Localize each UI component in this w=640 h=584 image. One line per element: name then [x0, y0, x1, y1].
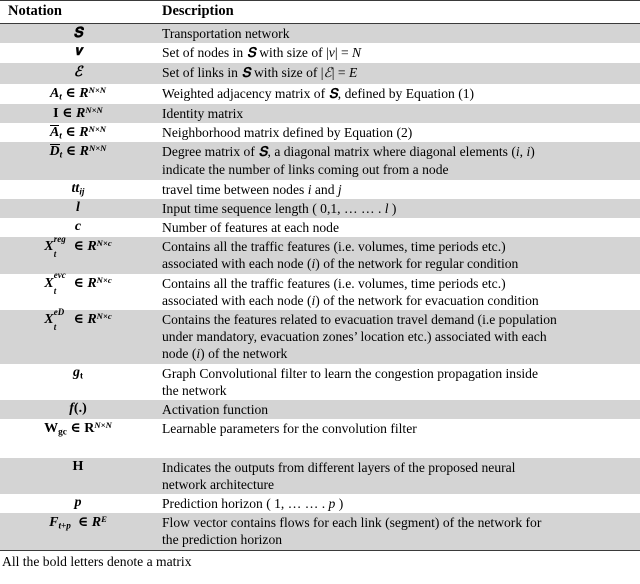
notation-cell: X eD t ∈ $R^{N\times c}$ — [0, 310, 156, 364]
notation-cell: 𝐯 — [0, 43, 156, 63]
description-line: Learnable parameters for the convolution filter — [162, 421, 417, 437]
table-row — [0, 513, 640, 549]
description-line: Contains the features related to evacuation travel demand (i.e population — [162, 312, 557, 328]
description-cell — [156, 274, 640, 310]
description-line: Prediction horizon ( 1, … … . p ) — [162, 496, 344, 512]
description-line: Input time sequence length ( 0,1, … … . l ) — [162, 200, 397, 216]
description-line: Activation function — [162, 402, 269, 418]
table-row — [0, 237, 640, 273]
notation-cell: H — [0, 458, 156, 494]
description-line: Set of links in 𝐒 with size of |ℰ| = E — [162, 65, 358, 82]
description-line: under mandatory, evacuation zones’ location etc.) associated with each — [162, 329, 547, 345]
table-row — [0, 494, 640, 513]
description-line: associated with each node (i) of the network for regular condition — [162, 256, 519, 272]
description-line: Number of features at each node — [162, 220, 340, 236]
description-line: Indicates the outputs from different layers of the proposed neural — [162, 459, 516, 475]
description-line: the network — [162, 382, 227, 398]
table-header — [0, 1, 640, 24]
description-line: Contains all the traffic features (i.e. volumes, time periods etc.) — [162, 275, 506, 291]
notation-cell: X reg t ∈ $R^{N\times c}$ — [0, 237, 156, 273]
table-row — [0, 142, 640, 179]
description-line: Weighted adjacency matrix of 𝐒, defined by Equation (1) — [162, 85, 475, 102]
table-row — [0, 24, 640, 44]
description-line: node (i) of the network — [162, 346, 288, 362]
notation-cell: $g_t$ — [0, 364, 156, 400]
table-row — [0, 364, 640, 400]
description-line: Transportation network — [162, 26, 290, 41]
description-line: Contains all the traffic features (i.e. volumes, time periods etc.) — [162, 239, 506, 255]
notation-cell: $F_{t+p}$ ∈ $R^E$ — [0, 513, 156, 549]
table-row — [0, 123, 640, 142]
table-row — [0, 43, 640, 63]
description-line: Set of nodes in 𝐒 with size of |v| = N — [162, 45, 362, 62]
description-cell — [156, 438, 640, 457]
description-cell — [156, 218, 640, 237]
description-cell — [156, 142, 640, 179]
description-cell — [156, 43, 640, 63]
description-cell — [156, 24, 640, 44]
description-cell — [156, 199, 640, 218]
description-line: Neighborhood matrix defined by Equation (2) — [162, 125, 413, 141]
description-cell — [156, 458, 640, 494]
table-row-spacer — [0, 438, 640, 457]
table-row — [0, 419, 640, 438]
description-cell — [156, 63, 640, 83]
notation-cell: $D_t$ ∈ $R^{N\times N}$ — [0, 142, 156, 179]
notation-cell: $tt_{ij}$ — [0, 180, 156, 199]
description-cell — [156, 84, 640, 104]
table-row — [0, 274, 640, 310]
notation-cell: X evc t ∈ $R^{N\times c}$ — [0, 274, 156, 310]
notation-cell: $A_t$ ∈ $R^{N\times N}$ — [0, 123, 156, 142]
notation-cell — [0, 438, 156, 457]
description-cell — [156, 180, 640, 199]
notation-cell: $W_{gc}$ ∈ $R^{N\times N}$ — [0, 419, 156, 438]
notation-cell: c — [0, 218, 156, 237]
description-cell — [156, 494, 640, 513]
table-row — [0, 310, 640, 364]
table-row — [0, 84, 640, 104]
column-header-notation: Notation — [0, 1, 156, 24]
description-cell — [156, 513, 640, 549]
table-row — [0, 458, 640, 494]
description-line: travel time between nodes i and j — [162, 181, 342, 197]
description-line: associated with each node (i) of the network for evacuation condition — [162, 292, 539, 308]
notation-cell: f(.) — [0, 400, 156, 419]
description-line: Flow vector contains flows for each link (segment) of the network for — [162, 515, 542, 531]
table-body — [0, 24, 640, 550]
table-footnote: All the bold letters denote a matrix — [0, 550, 640, 570]
description-line: Graph Convolutional filter to learn the congestion propagation inside — [162, 365, 539, 381]
table-header-row — [0, 1, 640, 24]
notation-cell: ℰ — [0, 63, 156, 83]
table-row — [0, 199, 640, 218]
description-cell — [156, 400, 640, 419]
table-row — [0, 400, 640, 419]
description-cell — [156, 310, 640, 364]
table-row — [0, 180, 640, 199]
description-line: Degree matrix of 𝐒, a diagonal matrix where diagonal elements (i, i) — [162, 144, 535, 161]
column-header-description: Description — [156, 1, 640, 24]
description-cell — [156, 237, 640, 273]
notation-cell: 𝐒 — [0, 24, 156, 44]
description-line: Identity matrix — [162, 105, 244, 121]
description-cell — [156, 419, 640, 438]
notation-cell: $A_t$ ∈ $R^{N\times N}$ — [0, 84, 156, 104]
notation-cell: l — [0, 199, 156, 218]
description-line: network architecture — [162, 476, 275, 492]
description-line: the prediction horizon — [162, 532, 283, 548]
table-row — [0, 218, 640, 237]
description-cell — [156, 104, 640, 123]
description-cell — [156, 364, 640, 400]
table-row — [0, 63, 640, 83]
notation-cell: I ∈ $R^{N\times N}$ — [0, 104, 156, 123]
description-cell — [156, 123, 640, 142]
description-line: indicate the number of links coming out from a node — [162, 162, 449, 178]
table-row — [0, 104, 640, 123]
notation-cell: p — [0, 494, 156, 513]
